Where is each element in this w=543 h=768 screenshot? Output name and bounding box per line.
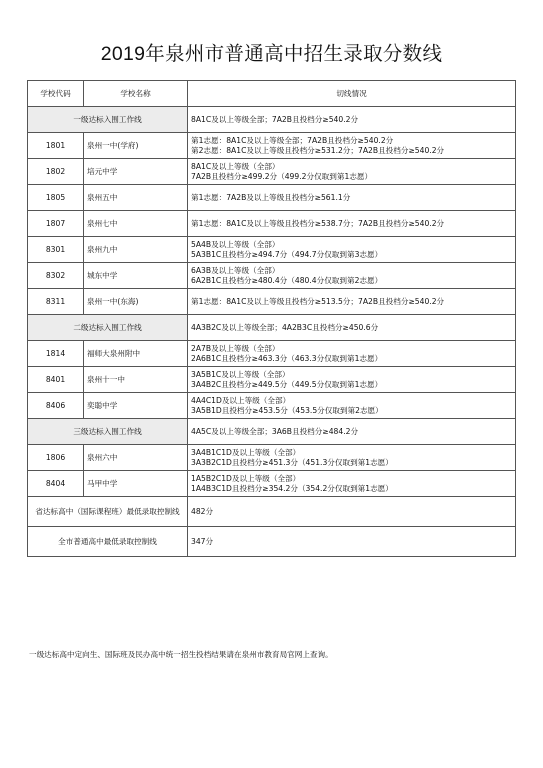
group2-cutoff: 4A3B2C及以上等级全部；4A2B3C且投档分≥450.6分 — [188, 315, 516, 341]
cutoff-line: 第2志愿：8A1C及以上等级且投档分≥531.2分；7A2B且投档分≥540.2分 — [191, 145, 445, 155]
cutoff-line: 3A5B1D且投档分≥453.5分（453.5分仅取到第2志愿） — [191, 405, 383, 415]
school-row — [28, 211, 516, 237]
school-code: 8404 — [28, 471, 84, 497]
cutoff-line: 第1志愿：8A1C及以上等级且投档分≥513.5分；7A2B且投档分≥540.2分 — [191, 296, 445, 306]
header-code: 学校代码 — [28, 81, 84, 107]
school-name: 泉州一中(学府) — [84, 133, 188, 159]
school-cutoff — [188, 263, 516, 289]
cutoff-line: 8A1C及以上等级（全部） — [191, 161, 280, 171]
school-cutoff — [188, 445, 516, 471]
cutoff-line: 5A3B1C且投档分≥494.7分（494.7分仅取到第3志愿） — [191, 249, 383, 259]
school-name: 培元中学 — [84, 159, 188, 185]
school-name: 泉州六中 — [84, 445, 188, 471]
school-name: 泉州七中 — [84, 211, 188, 237]
cutoff-line: 1A4B3C1D且投档分≥354.2分（354.2分仅取到第1志愿） — [191, 483, 393, 493]
school-cutoff — [188, 211, 516, 237]
school-name: 泉州一中(东海) — [84, 289, 188, 315]
citywide-row — [28, 527, 516, 557]
school-code: 8406 — [28, 393, 84, 419]
school-row — [28, 263, 516, 289]
school-name: 奕聪中学 — [84, 393, 188, 419]
school-code: 1806 — [28, 445, 84, 471]
school-name: 福师大泉州附中 — [84, 341, 188, 367]
group2-row — [28, 315, 516, 341]
school-cutoff — [188, 471, 516, 497]
cutoff-line: 第1志愿：7A2B及以上等级且投档分≥561.1分 — [191, 192, 351, 202]
school-name: 马甲中学 — [84, 471, 188, 497]
group3-label: 三级达标入围工作线 — [28, 419, 188, 445]
school-code: 1807 — [28, 211, 84, 237]
school-row — [28, 159, 516, 185]
header-name: 学校名称 — [84, 81, 188, 107]
cutoff-line: 4A4C1D及以上等级（全部） — [191, 395, 291, 405]
cutoff-table — [27, 80, 516, 557]
group3-cutoff: 4A5C及以上等级全部；3A6B且投档分≥484.2分 — [188, 419, 516, 445]
school-row — [28, 445, 516, 471]
school-name: 泉州五中 — [84, 185, 188, 211]
cutoff-line: 第1志愿：8A1C及以上等级全部；7A2B且投档分≥540.2分 — [191, 135, 394, 145]
group1-label: 一级达标入围工作线 — [28, 107, 188, 133]
school-cutoff — [188, 341, 516, 367]
cutoff-line: 第1志愿：8A1C及以上等级且投档分≥538.7分；7A2B且投档分≥540.2分 — [191, 218, 445, 228]
school-row — [28, 393, 516, 419]
school-cutoff — [188, 393, 516, 419]
school-cutoff — [188, 237, 516, 263]
school-row — [28, 237, 516, 263]
school-cutoff — [188, 133, 516, 159]
footnote: 一级达标高中定向生、国际班及民办高中统一招生投档结果请在泉州市教育局官网上查询。 — [29, 650, 333, 659]
provincial-row — [28, 497, 516, 527]
school-cutoff — [188, 159, 516, 185]
group1-row — [28, 107, 516, 133]
cutoff-line: 3A3B2C1D且投档分≥451.3分（451.3分仅取到第1志愿） — [191, 457, 393, 467]
school-code: 1802 — [28, 159, 84, 185]
school-code: 8401 — [28, 367, 84, 393]
header-cutoff: 切线情况 — [188, 81, 516, 107]
school-row — [28, 341, 516, 367]
school-row — [28, 185, 516, 211]
cutoff-line: 7A2B且投档分≥499.2分（499.2分仅取到第1志愿） — [191, 171, 373, 181]
cutoff-line: 3A5B1C及以上等级（全部） — [191, 369, 290, 379]
header-row — [28, 81, 516, 107]
cutoff-line: 2A6B1C且投档分≥463.3分（463.3分仅取到第1志愿） — [191, 353, 383, 363]
citywide-label: 全市普通高中最低录取控制线 — [28, 527, 188, 557]
cutoff-line: 3A4B2C且投档分≥449.5分（449.5分仅取到第1志愿） — [191, 379, 383, 389]
cutoff-line: 6A2B1C且投档分≥480.4分（480.4分仅取到第2志愿） — [191, 275, 383, 285]
school-row — [28, 471, 516, 497]
school-code: 8301 — [28, 237, 84, 263]
citywide-value: 347分 — [188, 527, 516, 557]
page-title: 2019年泉州市普通高中招生录取分数线 — [100, 43, 443, 65]
cutoff-line: 3A4B1C1D及以上等级（全部） — [191, 447, 301, 457]
cutoff-line: 1A5B2C1D及以上等级（全部） — [191, 473, 301, 483]
group1-cutoff: 8A1C及以上等级全部；7A2B且投档分≥540.2分 — [188, 107, 516, 133]
provincial-label: 省达标高中（国际课程班）最低录取控制线 — [28, 497, 188, 527]
group3-row — [28, 419, 516, 445]
cutoff-table-body — [28, 81, 516, 133]
school-cutoff — [188, 289, 516, 315]
group2-label: 二级达标入围工作线 — [28, 315, 188, 341]
school-code: 8302 — [28, 263, 84, 289]
cutoff-line: 5A4B及以上等级（全部） — [191, 239, 280, 249]
school-code: 1801 — [28, 133, 84, 159]
school-name: 泉州九中 — [84, 237, 188, 263]
cutoff-line: 2A7B及以上等级（全部） — [191, 343, 280, 353]
provincial-value: 482分 — [188, 497, 516, 527]
school-row — [28, 289, 516, 315]
school-name: 城东中学 — [84, 263, 188, 289]
school-code: 1805 — [28, 185, 84, 211]
school-cutoff — [188, 185, 516, 211]
cutoff-line: 6A3B及以上等级（全部） — [191, 265, 280, 275]
school-code: 1814 — [28, 341, 84, 367]
school-cutoff — [188, 367, 516, 393]
school-row — [28, 133, 516, 159]
school-row — [28, 367, 516, 393]
school-name: 泉州十一中 — [84, 367, 188, 393]
school-code: 8311 — [28, 289, 84, 315]
